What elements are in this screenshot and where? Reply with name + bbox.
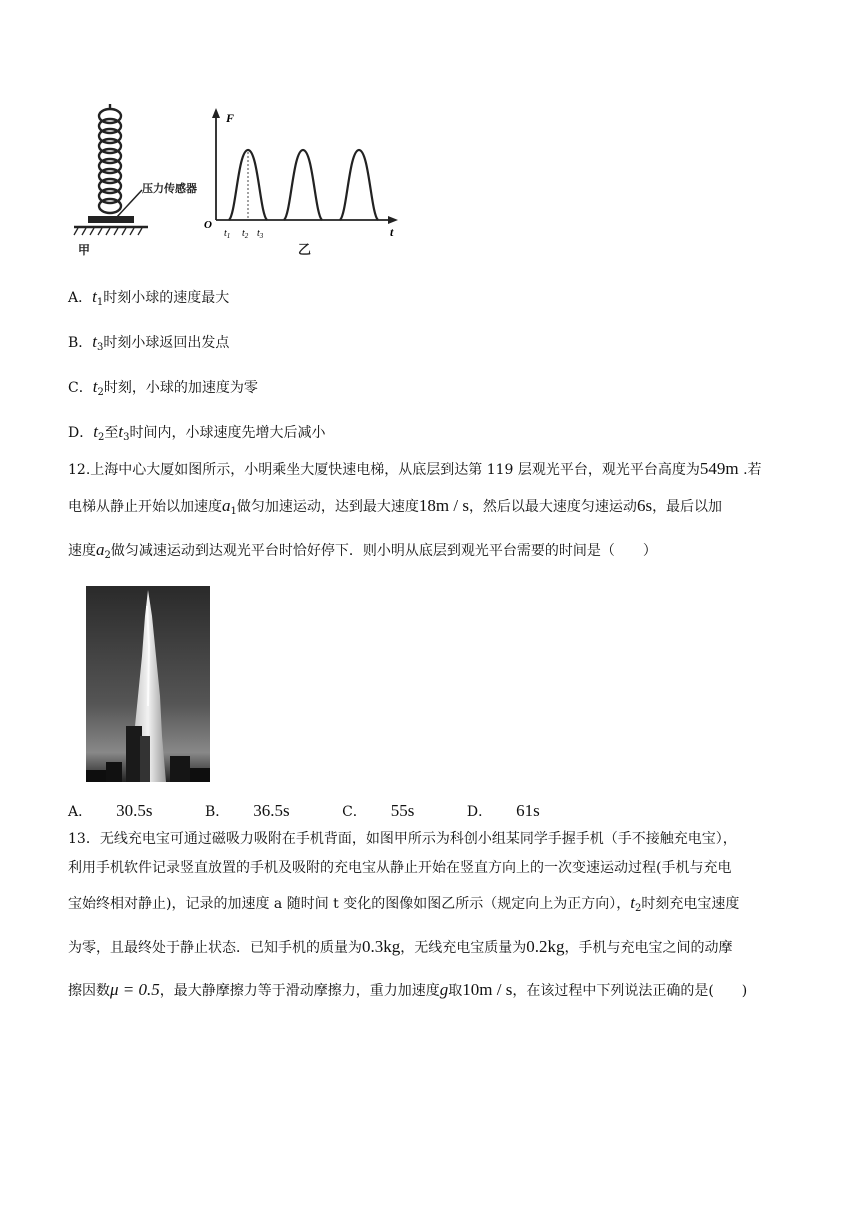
- sensor-label: 压力传感器: [142, 182, 197, 195]
- spring-icon: [99, 104, 121, 213]
- q13-line-3: 宝始终相对静止)，记录的加速度 a 随时间 t 变化的图像如图乙所示（规定向上为正方向），$t_2$时刻充电宝速度: [68, 893, 740, 914]
- q12-line-3: 速度$a_2$做匀减速运动到达观光平台时恰好停下．则小明从底层到观光平台需要的时间是（ ）: [68, 540, 657, 561]
- t3-label: $t_3$: [257, 228, 264, 240]
- q13-line-4: 为零，且最终处于静止状态．已知手机的质量为0.3kg，无线充电宝质量为0.2kg，手机与充电宝之间的动摩: [68, 937, 733, 956]
- q11-option-a: A．$t_1$时刻小球的速度最大: [68, 287, 230, 308]
- axis-t-label: t: [390, 225, 394, 239]
- q11-option-d: D．$t_2$至$t_3$时间内，小球速度先增大后减小: [68, 422, 326, 443]
- t1-label: $t_1$: [224, 228, 231, 240]
- q12-option-c: C． 55s: [342, 801, 415, 820]
- shanghai-tower-photo: [86, 586, 210, 782]
- spring-force-figure: [66, 94, 406, 262]
- label-jia: 甲: [78, 243, 91, 257]
- q11-option-c: C．$t_2$时刻，小球的加速度为零: [68, 377, 258, 398]
- axis-f-label: F: [226, 111, 235, 125]
- q13-line-1: 13．无线充电宝可通过磁吸力吸附在手机背面，如图甲所示为科创小组某同学手握手机（手不接触充电宝），: [68, 831, 737, 847]
- q12-options: [68, 801, 588, 822]
- q12-line-1: 12.上海中心大厦如图所示，小明乘坐大厦快速电梯，从底层到达第 119 层观光平台，观光平台高度为549m .若: [68, 459, 762, 478]
- q12-option-a: A． 30.5s: [68, 801, 153, 820]
- pressure-sensor: [88, 216, 134, 223]
- q11-option-b: B．$t_3$时刻小球返回出发点: [68, 332, 230, 353]
- q13-line-2: 利用手机软件记录竖直放置的手机及吸附的充电宝从静止开始在竖直方向上的一次变速运动过程(手机与充电: [68, 860, 732, 876]
- q13-line-5: 擦因数μ = 0.5，最大静摩擦力等于滑动摩擦力，重力加速度g取10m / s，在该过程中下列说法正确的是( ): [68, 980, 748, 999]
- force-curve: [229, 150, 378, 220]
- ft-graph: [204, 108, 398, 258]
- t2-label: $t_2$: [242, 228, 249, 240]
- label-yi: 乙: [298, 243, 312, 258]
- origin-label: O: [204, 219, 212, 231]
- q12-line-2: 电梯从静止开始以加速度$a_1$做匀加速运动，达到最大速度18m / s，然后以最大速度匀速运动6s，最后以加: [68, 496, 723, 517]
- q12-option-d: D． 61s: [466, 801, 540, 820]
- q12-option-b: B． 36.5s: [204, 801, 290, 820]
